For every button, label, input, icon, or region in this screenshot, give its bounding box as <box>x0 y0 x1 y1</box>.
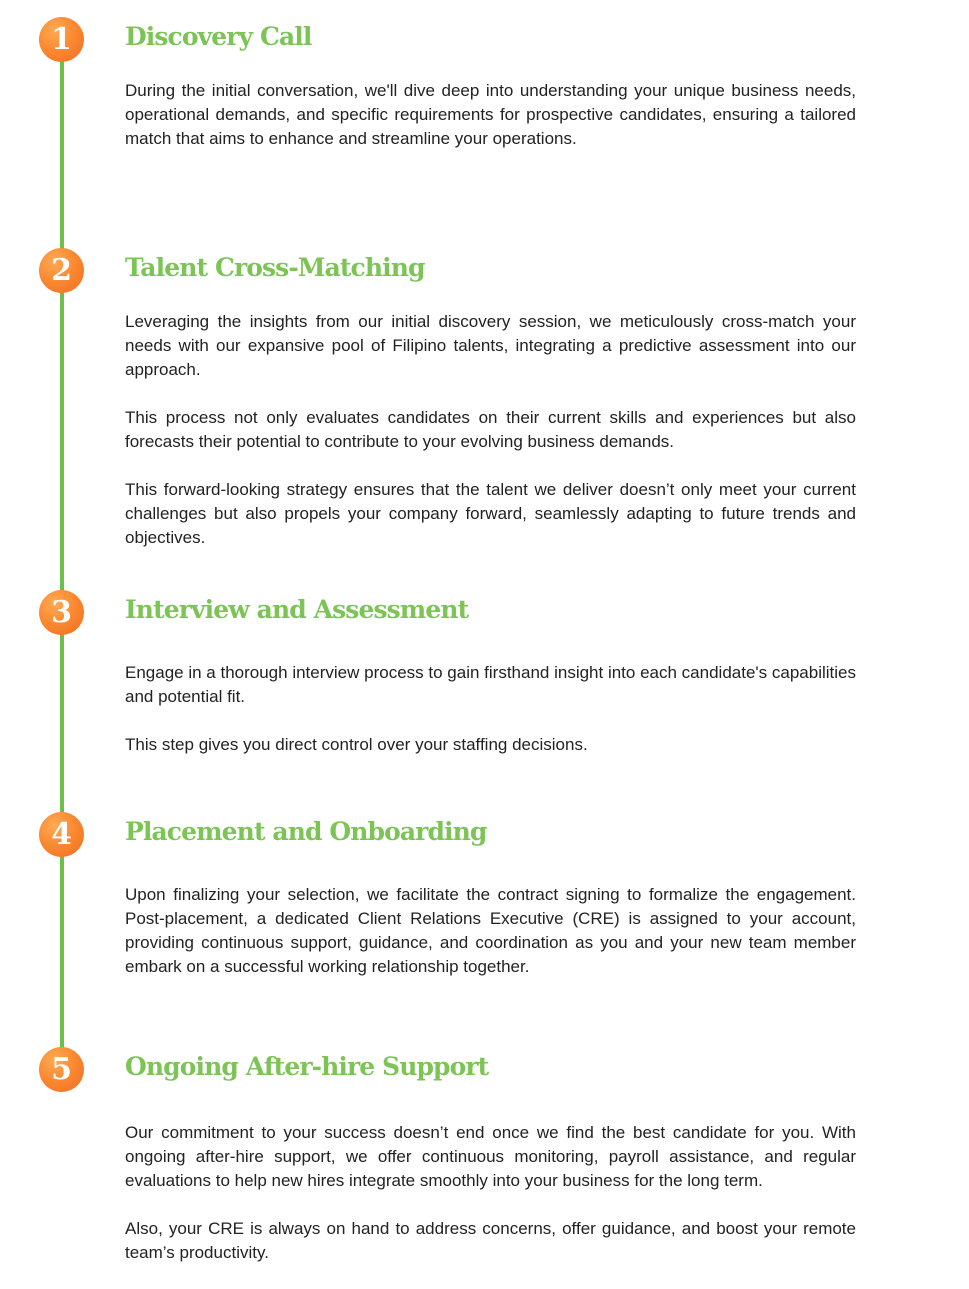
step-paragraph: Leveraging the insights from our initial discovery session, we meticulously cross-match your needs with our expansive pool of Filipino talents, integrating a predictive assessment into our approach. <box>125 312 856 379</box>
step-description <box>125 883 856 1003</box>
step-description <box>125 79 856 175</box>
step-paragraph: During the initial conversation, we'll dive deep into understanding your unique business needs, operational demands, and specific requirements for prospective candidates, ensuring a tailored match that aims to enhance and streamline your operations. <box>125 81 856 148</box>
step-paragraph: This process not only evaluates candidates on their current skills and experiences but also forecasts their potential to contribute to your evolving business demands. <box>125 408 856 451</box>
step-number-badge: 2 <box>39 248 84 293</box>
step-title: Placement and Onboarding <box>125 817 487 846</box>
step-paragraph: Our commitment to your success doesn’t end once we find the best candidate for you. With ongoing after-hire support, we offer continuous monitoring, payroll assistance, and regular evaluations to help new hires integrate smoothly into your business for the long term. <box>125 1123 856 1190</box>
step-title: Ongoing After-hire Support <box>125 1052 489 1081</box>
step-number-badge: 5 <box>39 1047 84 1092</box>
step-title: Discovery Call <box>125 22 312 51</box>
step-title: Talent Cross-Matching <box>125 253 425 282</box>
step-title: Interview and Assessment <box>125 595 469 624</box>
step-description <box>125 310 856 574</box>
step-description <box>125 1121 856 1289</box>
timeline-line <box>60 40 64 1070</box>
step-number-badge: 1 <box>39 17 84 62</box>
step-number-badge: 4 <box>39 812 84 857</box>
step-paragraph: This forward-looking strategy ensures that the talent we deliver doesn’t only meet your current challenges but also propels your company forward, seamlessly adapting to future trends and objectives. <box>125 480 856 547</box>
step-paragraph: Upon finalizing your selection, we facilitate the contract signing to formalize the engagement. Post-placement, a dedicated Client Relations Executive (CRE) is assigned to your account, providing continuous support, guidance, and coordination as you and your new team member embark on a successful working relationship together. <box>125 885 856 976</box>
step-paragraph: Also, your CRE is always on hand to address concerns, offer guidance, and boost your remote team’s productivity. <box>125 1219 856 1262</box>
step-description <box>125 661 856 781</box>
step-paragraph: This step gives you direct control over your staffing decisions. <box>125 735 588 754</box>
step-paragraph: Engage in a thorough interview process to gain firsthand insight into each candidate's capabilities and potential fit. <box>125 663 856 706</box>
step-number-badge: 3 <box>39 590 84 635</box>
